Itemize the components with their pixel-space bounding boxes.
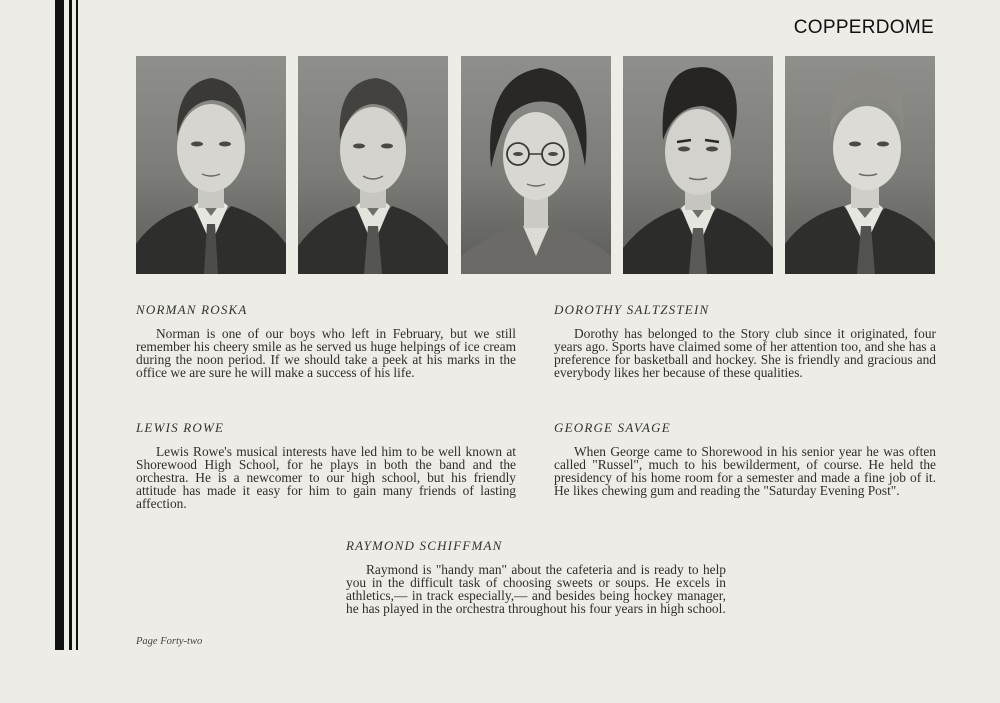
portrait-photo-norman-roska: [136, 56, 286, 274]
portrait-photo-dorothy-saltzstein: [461, 56, 611, 274]
student-bio: When George came to Shorewood in his senior year he was often called "Russel", much to his bewilderment, of course. He held the presidency of his home room for a semester and made a fine job of it. He likes chewing gum and reading the "Saturday Evening Post".: [554, 444, 936, 498]
yearbook-title: COPPERDOME: [793, 17, 934, 38]
portrait-photo-lewis-rowe: [298, 56, 448, 274]
student-name: GEORGE SAVAGE: [554, 420, 671, 435]
student-bio: Norman is one of our boys who left in February, but we still remember his cheery smile as he served us huge helpings of ice cream during the noon period. If we should take a peek at his marks in the office we are sure he will make a success of his life.: [136, 326, 516, 380]
student-name: DOROTHY SALTZSTEIN: [554, 302, 710, 317]
margin-rule-thick: [55, 0, 64, 650]
margin-rule-thin: [76, 0, 78, 650]
page-number: Page Forty-two: [136, 636, 203, 647]
portrait-photo-george-savage: [623, 56, 773, 274]
margin-rule-thin: [69, 0, 72, 650]
student-bio: Raymond is "handy man" about the cafeteria and is ready to help you in the difficult task of choosing sweets or soups. He excels in athletics,— in track especially,— and besides being hockey manager, he has played in the orchestra throughout his four years in high school.: [346, 562, 726, 616]
student-name: NORMAN ROSKA: [136, 302, 248, 317]
student-name: RAYMOND SCHIFFMAN: [346, 538, 503, 553]
portrait-photo-raymond-schiffman: [785, 56, 935, 274]
student-bio: Lewis Rowe's musical interests have led him to be well known at Shorewood High School, for he plays in both the band and the orchestra. He is a newcomer to our high school, but his friendly attitude has made it easy for him to gain many friends of lasting affection.: [136, 444, 516, 511]
student-name: LEWIS ROWE: [136, 420, 225, 435]
student-bio: Dorothy has belonged to the Story club since it originated, four years ago. Sports have claimed some of her attention too, and she has a preference for basketball and hockey. She is friendly and gracious and everybody likes her because of these qualities.: [554, 326, 936, 380]
